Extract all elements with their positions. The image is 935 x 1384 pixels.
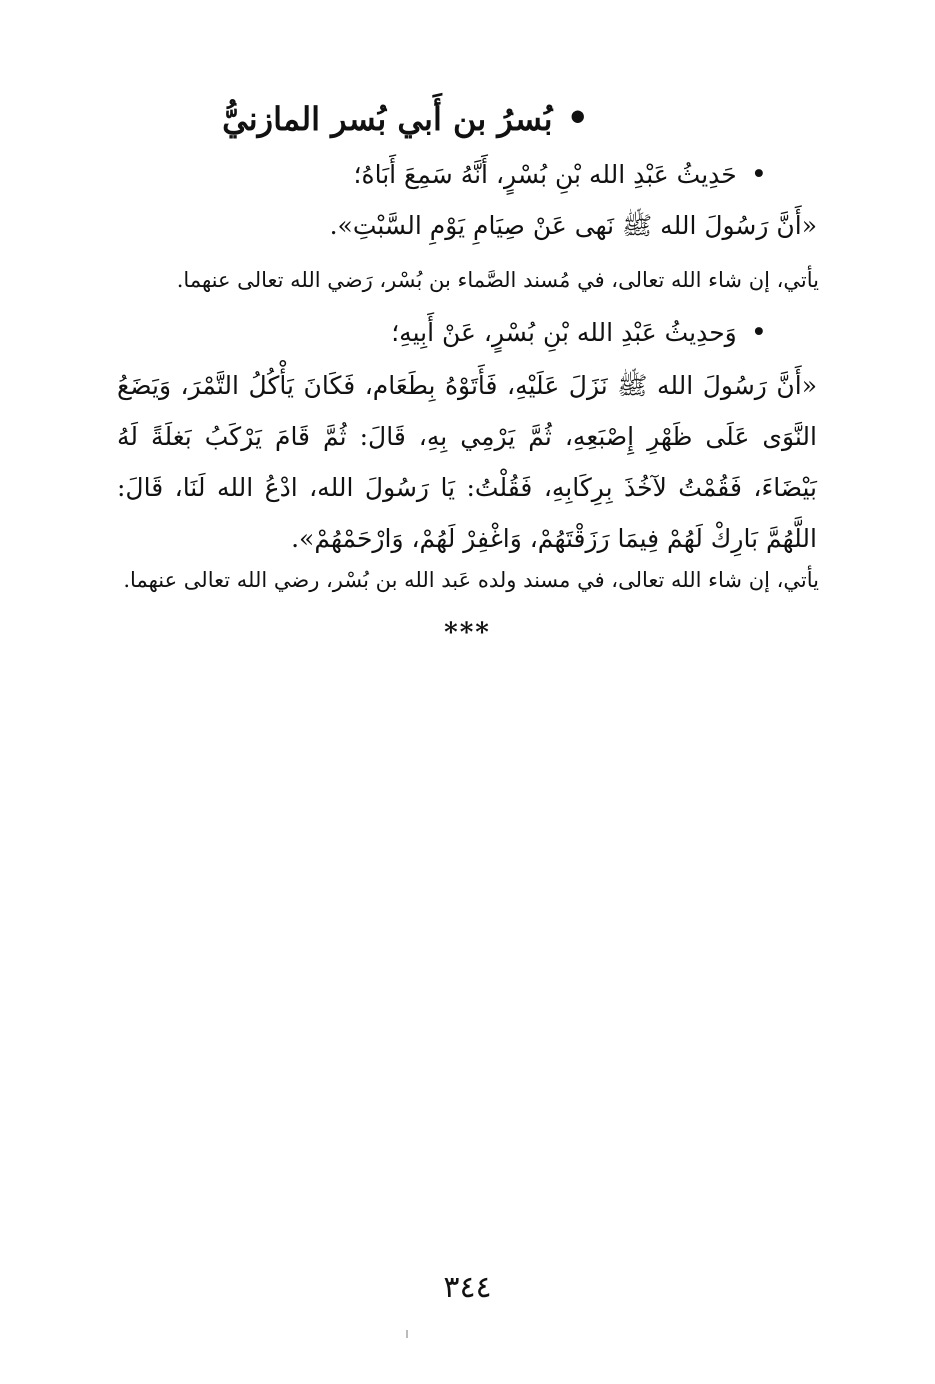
hadith-heading-2: • وَحدِيثُ عَبْدِ الله بْنِ بُسْرٍ، عَنْ أَبِيهِ؛ [391, 316, 767, 348]
section-title: • بُسرُ بن أَبي بُسر المازنيُّ [222, 98, 589, 139]
hadith-text-2: «أَنَّ رَسُولَ الله ﷺ نَزَلَ عَلَيْهِ، فَأَتَوْهُ بِطَعَام، فَكَانَ يَأْكُلُ التَّمْرَ، وَيَضَعُ النَّوَى عَلَى ظَهْرِ إِصْبَعِهِ، ثُمَّ يَرْمِي بِهِ، قَالَ: ثُمَّ قَامَ يَرْكَبُ بَغلَةً لَهُ بَيْضَاءَ، فَقُمْتُ لآخُذَ بِرِكَابِهِ، فَقُلْتُ: يَا رَسُولَ الله، ادْعُ الله لَنَا، قَالَ: اللَّهُمَّ بَارِكْ لَهُمْ فِيمَا رَزَقْتَهُمْ، وَاغْفِرْ لَهُمْ، وَارْحَمْهُمْ». [117, 371, 817, 553]
page-number: ٣٤٤ [443, 1270, 492, 1305]
cross-reference-note-1: يأتي، إن شاء الله تعالى، في مُسند الصَّماء بن بُسْر، رَضي الله تعالى عنهما. [176, 268, 819, 292]
cross-reference-note-2: يأتي، إن شاء الله تعالى، في مسند ولده عَبد الله بن بُسْر، رضي الله تعالى عنهما. [123, 568, 819, 592]
hadith-heading-1: • حَدِيثُ عَبْدِ الله بْنِ بُسْرٍ، أَنَّهُ سَمِعَ أَبَاهُ؛ [354, 158, 767, 190]
section-separator: *** [444, 618, 491, 648]
hadith-text-1: «أَنَّ رَسُولَ الله ﷺ نَهى عَنْ صِيَامِ يَوْمِ السَّبْتِ». [329, 211, 817, 240]
scan-mark [406, 1330, 408, 1338]
